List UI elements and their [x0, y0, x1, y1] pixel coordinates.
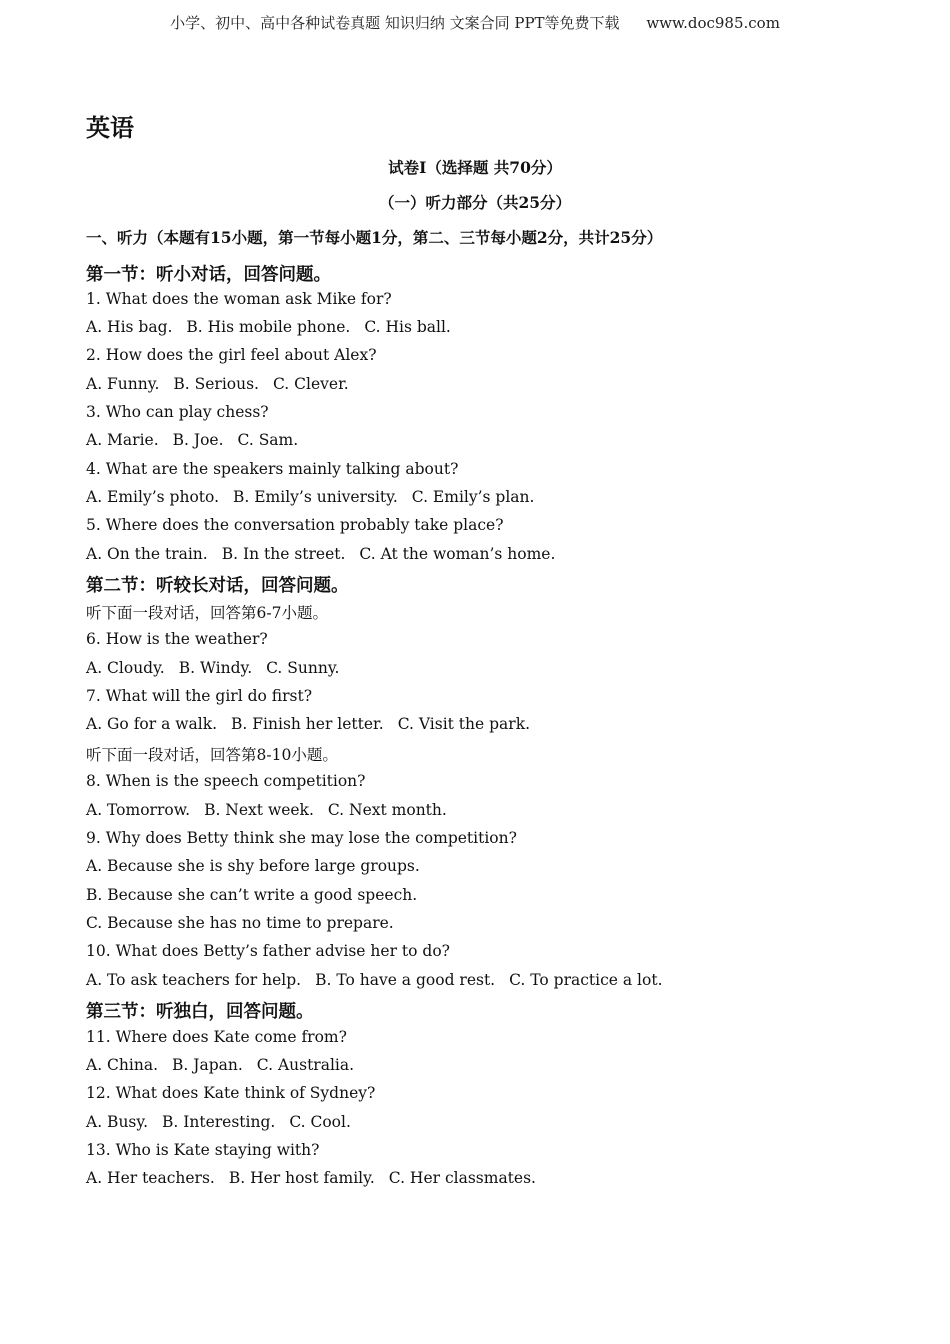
option-a: A. Busy. [86, 1113, 148, 1131]
options-2 [86, 375, 349, 393]
question-10: 10. What does Betty’s father advise her to do? [86, 942, 450, 960]
option-c: C. Clever. [273, 375, 349, 393]
option-c: C. Cool. [289, 1113, 351, 1131]
instruction-6-7: 听下面一段对话，回答第6-7小题。 [86, 604, 328, 622]
option-a: A. Cloudy. [86, 659, 165, 677]
options-3 [86, 431, 298, 449]
options-7 [86, 715, 530, 733]
option-b: B. In the street. [221, 545, 346, 563]
option-a: A. Funny. [86, 375, 160, 393]
options-10 [86, 971, 663, 989]
option-9b: B. Because she can’t write a good speech. [86, 886, 418, 904]
option-c: C. Sam. [237, 431, 299, 449]
options-12 [86, 1113, 351, 1131]
option-b: B. His mobile phone. [186, 318, 351, 336]
option-b: B. Joe. [172, 431, 224, 449]
section-1-heading: 第一节：听小对话，回答问题。 [86, 265, 331, 285]
option-b: B. Emily’s university. [233, 488, 398, 506]
option-b: B. Serious. [173, 375, 259, 393]
option-a: A. On the train. [86, 545, 208, 563]
option-9c: C. Because she has no time to prepare. [86, 914, 394, 932]
option-c: C. Australia. [256, 1056, 355, 1074]
options-13 [86, 1169, 536, 1187]
option-a: A. His bag. [86, 318, 173, 336]
option-a: A. To ask teachers for help. [86, 971, 302, 989]
section-header: 一、听力（本题有15小题，第一节每小题1分，第二、三节每小题2分，共计25分） [86, 228, 663, 247]
header-site-link[interactable]: www.doc985.com [646, 14, 780, 32]
option-b: B. Japan. [172, 1056, 243, 1074]
options-5 [86, 545, 555, 563]
option-c: C. Next month. [327, 801, 447, 819]
option-b: B. Windy. [178, 659, 253, 677]
header-text: 小学、初中、高中各种试卷真题 知识归纳 文案合同 PPT等免费下载 [170, 14, 620, 32]
subject-title: 英语 [86, 113, 134, 142]
option-a: A. Her teachers. [86, 1169, 215, 1187]
options-1 [86, 318, 451, 336]
question-1: 1. What does the woman ask Mike for? [86, 290, 392, 308]
question-9: 9. Why does Betty think she may lose the competition? [86, 829, 517, 847]
options-6 [86, 659, 339, 677]
option-9a: A. Because she is shy before large groups. [86, 857, 420, 875]
option-b: B. Interesting. [162, 1113, 276, 1131]
option-a: A. Go for a walk. [86, 715, 218, 733]
question-3: 3. Who can play chess? [86, 403, 269, 421]
option-c: C. Sunny. [266, 659, 340, 677]
option-c: C. At the woman’s home. [359, 545, 556, 563]
section-3-heading: 第三节：听独白，回答问题。 [86, 1002, 314, 1022]
option-c: C. To practice a lot. [509, 971, 663, 989]
option-b: B. Her host family. [228, 1169, 375, 1187]
option-b: B. Next week. [204, 801, 314, 819]
question-13: 13. Who is Kate staying with? [86, 1141, 320, 1159]
instruction-8-10: 听下面一段对话，回答第8-10小题。 [86, 746, 338, 764]
option-b: B. Finish her letter. [231, 715, 384, 733]
option-a: A. Marie. [86, 431, 159, 449]
option-c: C. His ball. [364, 318, 451, 336]
option-a: A. China. [86, 1056, 158, 1074]
page-header [0, 12, 950, 33]
option-b: B. To have a good rest. [315, 971, 496, 989]
options-4 [86, 488, 534, 506]
question-8: 8. When is the speech competition? [86, 772, 366, 790]
question-12: 12. What does Kate think of Sydney? [86, 1084, 376, 1102]
options-8 [86, 801, 447, 819]
question-6: 6. How is the weather? [86, 630, 268, 648]
question-11: 11. Where does Kate come from? [86, 1028, 347, 1046]
option-c: C. Visit the park. [397, 715, 531, 733]
options-11 [86, 1056, 354, 1074]
question-7: 7. What will the girl do first? [86, 687, 312, 705]
question-5: 5. Where does the conversation probably take place? [86, 516, 504, 534]
option-a: A. Tomorrow. [86, 801, 191, 819]
option-c: C. Emily’s plan. [411, 488, 535, 506]
option-a: A. Emily’s photo. [86, 488, 219, 506]
part-title: （一）听力部分（共25分） [378, 193, 572, 212]
question-2: 2. How does the girl feel about Alex? [86, 346, 377, 364]
option-c: C. Her classmates. [388, 1169, 536, 1187]
section-2-heading: 第二节：听较长对话，回答问题。 [86, 576, 349, 596]
paper-title: 试卷Ⅰ（选择题 共70分） [388, 158, 562, 177]
question-4: 4. What are the speakers mainly talking about? [86, 460, 459, 478]
